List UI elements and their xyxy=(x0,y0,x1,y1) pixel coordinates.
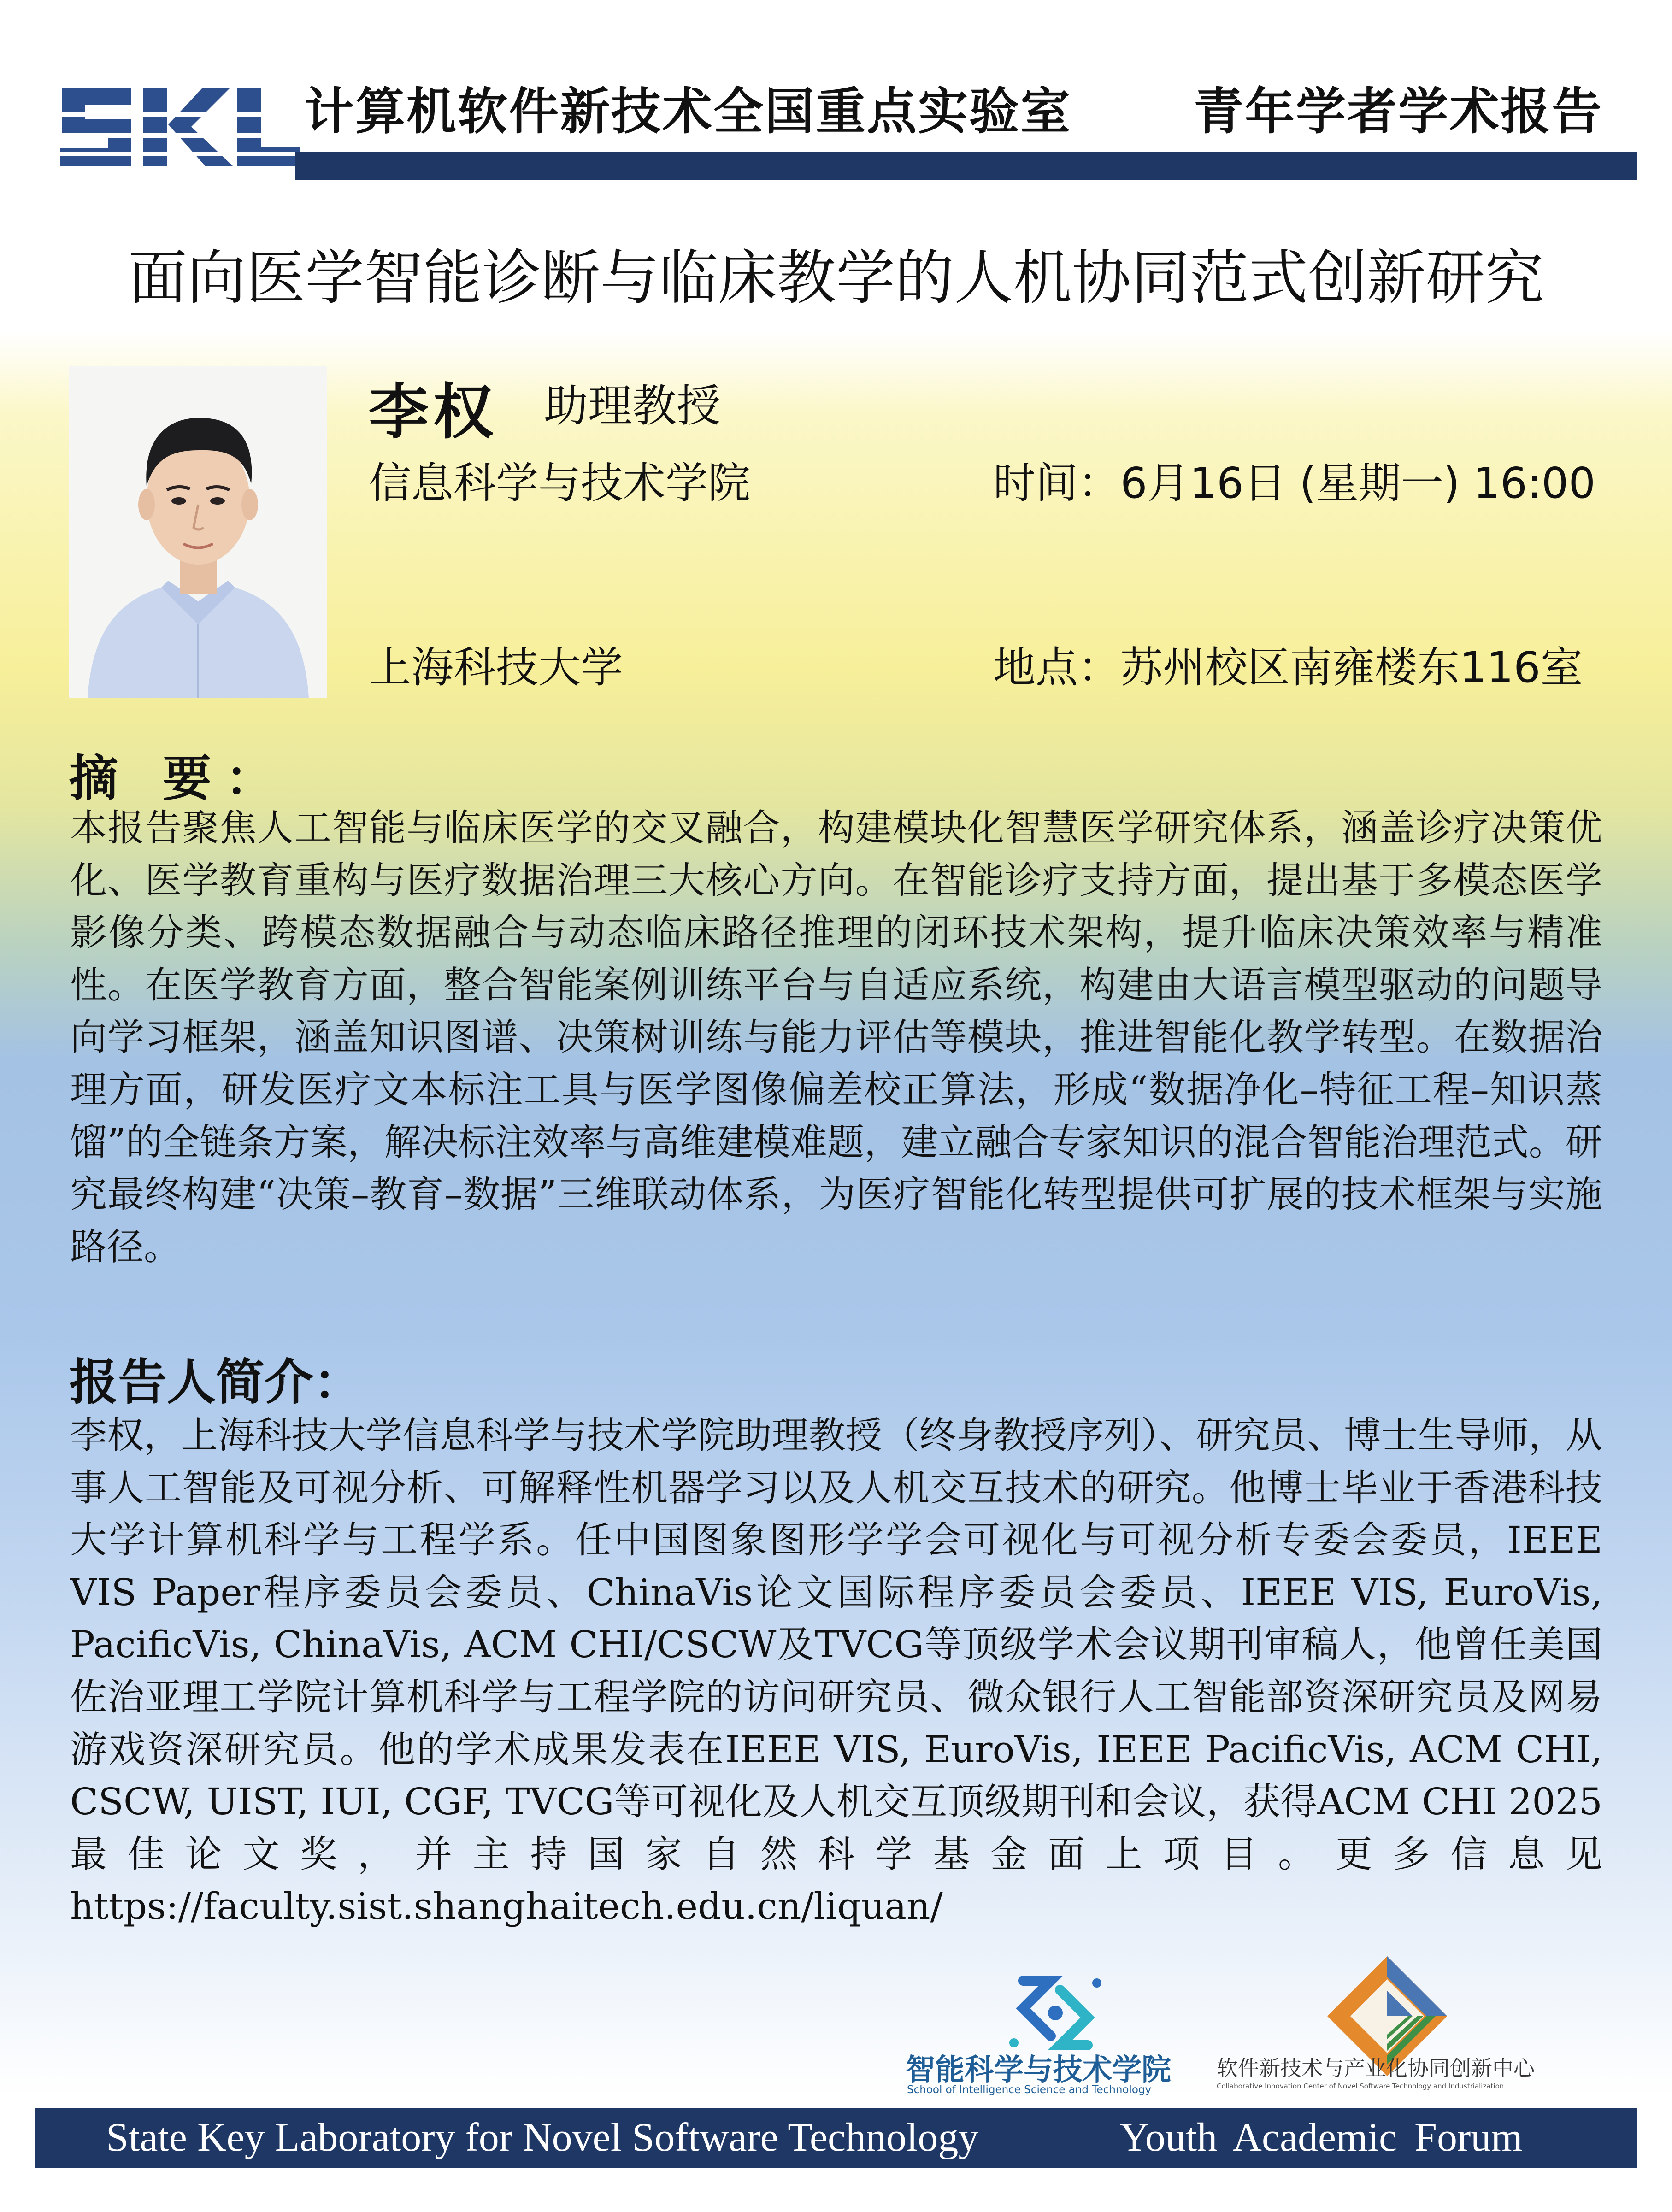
speaker-rank: 助理教授 xyxy=(544,380,721,432)
cicn-name-en: Collaborative Innovation Center of Novel Software Technology and Industrialization xyxy=(1217,2082,1504,2090)
sist-name-cn: 智能科学与技术学院 xyxy=(906,2053,1171,2087)
speaker-name: 李权 xyxy=(369,377,498,447)
speaker-photo xyxy=(69,366,327,698)
lab-name: 计算机软件新技术全国重点实验室 xyxy=(304,83,1072,141)
forum-name: 青年学者学术报告 xyxy=(1194,83,1603,141)
abstract-heading: 摘 要： xyxy=(69,750,288,807)
talk-title: 面向医学智能诊断与临床教学的人机协同范式创新研究 xyxy=(128,244,1544,312)
footer-lab-name: State Key Laboratory for Novel Software Technology xyxy=(106,2115,979,2160)
bio-heading: 报告人简介： xyxy=(69,1354,362,1411)
header-rule xyxy=(295,152,1637,180)
skl-logo xyxy=(53,78,302,184)
event-time: 时间：6月16日 (星期一) 16:00 xyxy=(993,459,1596,508)
event-place: 地点：苏州校区南雍楼东116室 xyxy=(993,643,1583,692)
speaker-university: 上海科技大学 xyxy=(369,643,624,692)
bio-text: 李权，上海科技大学信息科学与技术学院助理教授（终身教授序列）、研究员、博士生导师，从事人工智能及可视分析、可解释性机器学习以及人机交互技术的研究。他博士毕业于香港科技大学计算机科学与工程学系。任中国图象图形学学会可视化与可视分析专委会委员，IEEE VIS Paper程序委员会委员、ChinaVis论文国际程序委员会委员、IEEE VIS, EuroVis, PacificVis, ChinaVis, ACM CHI/CSCW及TVCG等顶级学术会议期刊审稿人，他曾任美国佐治亚理工学院计算机科学与工程学院的访问研究员、微众银行人工智能部资深研究员及网易游戏资深研究员。他的学术成果发表在IEEE VIS, EuroVis, IEEE PacificVis, ACM CHI, CSCW, UIST, IUI, CGF, TVCG等可视化及人机交互顶级期刊和会议，获得ACM CHI 2025最佳论文奖，并主持国家自然科学基金面上项目。更多信息见https://faculty.sist.shanghaitech.edu.cn/liquan/ xyxy=(70,1414,1602,1928)
cicn-name-cn: 软件新技术与产业化协同创新中心 xyxy=(1217,2056,1535,2081)
abstract-text: 本报告聚焦人工智能与临床医学的交叉融合，构建模块化智慧医学研究体系，涵盖诊疗决策优化、医学教育重构与医疗数据治理三大核心方向。在智能诊疗支持方面，提出基于多模态医学影像分类、跨模态数据融合与动态临床路径推理的闭环技术架构，提升临床决策效率与精准性。在医学教育方面，整合智能案例训练平台与自适应系统，构建由大语言模型驱动的问题导向学习框架，涵盖知识图谱、决策树训练与能力评估等模块，推进智能化教学转型。在数据治理方面，研发医疗文本标注工具与医学图像偏差校正算法，形成“数据净化–特征工程–知识蒸馏”的全链条方案，解决标注效率与高维建模难题，建立融合专家知识的混合智能治理范式。研究最终构建“决策–教育–数据”三维联动体系，为医疗智能化转型提供可扩展的技术框架与实施路径。 xyxy=(70,806,1602,1268)
footer-forum-name: Youth Academic Forum xyxy=(1120,2115,1523,2160)
speaker-school: 信息科学与技术学院 xyxy=(369,459,751,508)
sist-name-en: School of Intelligence Science and Technology xyxy=(907,2084,1152,2096)
